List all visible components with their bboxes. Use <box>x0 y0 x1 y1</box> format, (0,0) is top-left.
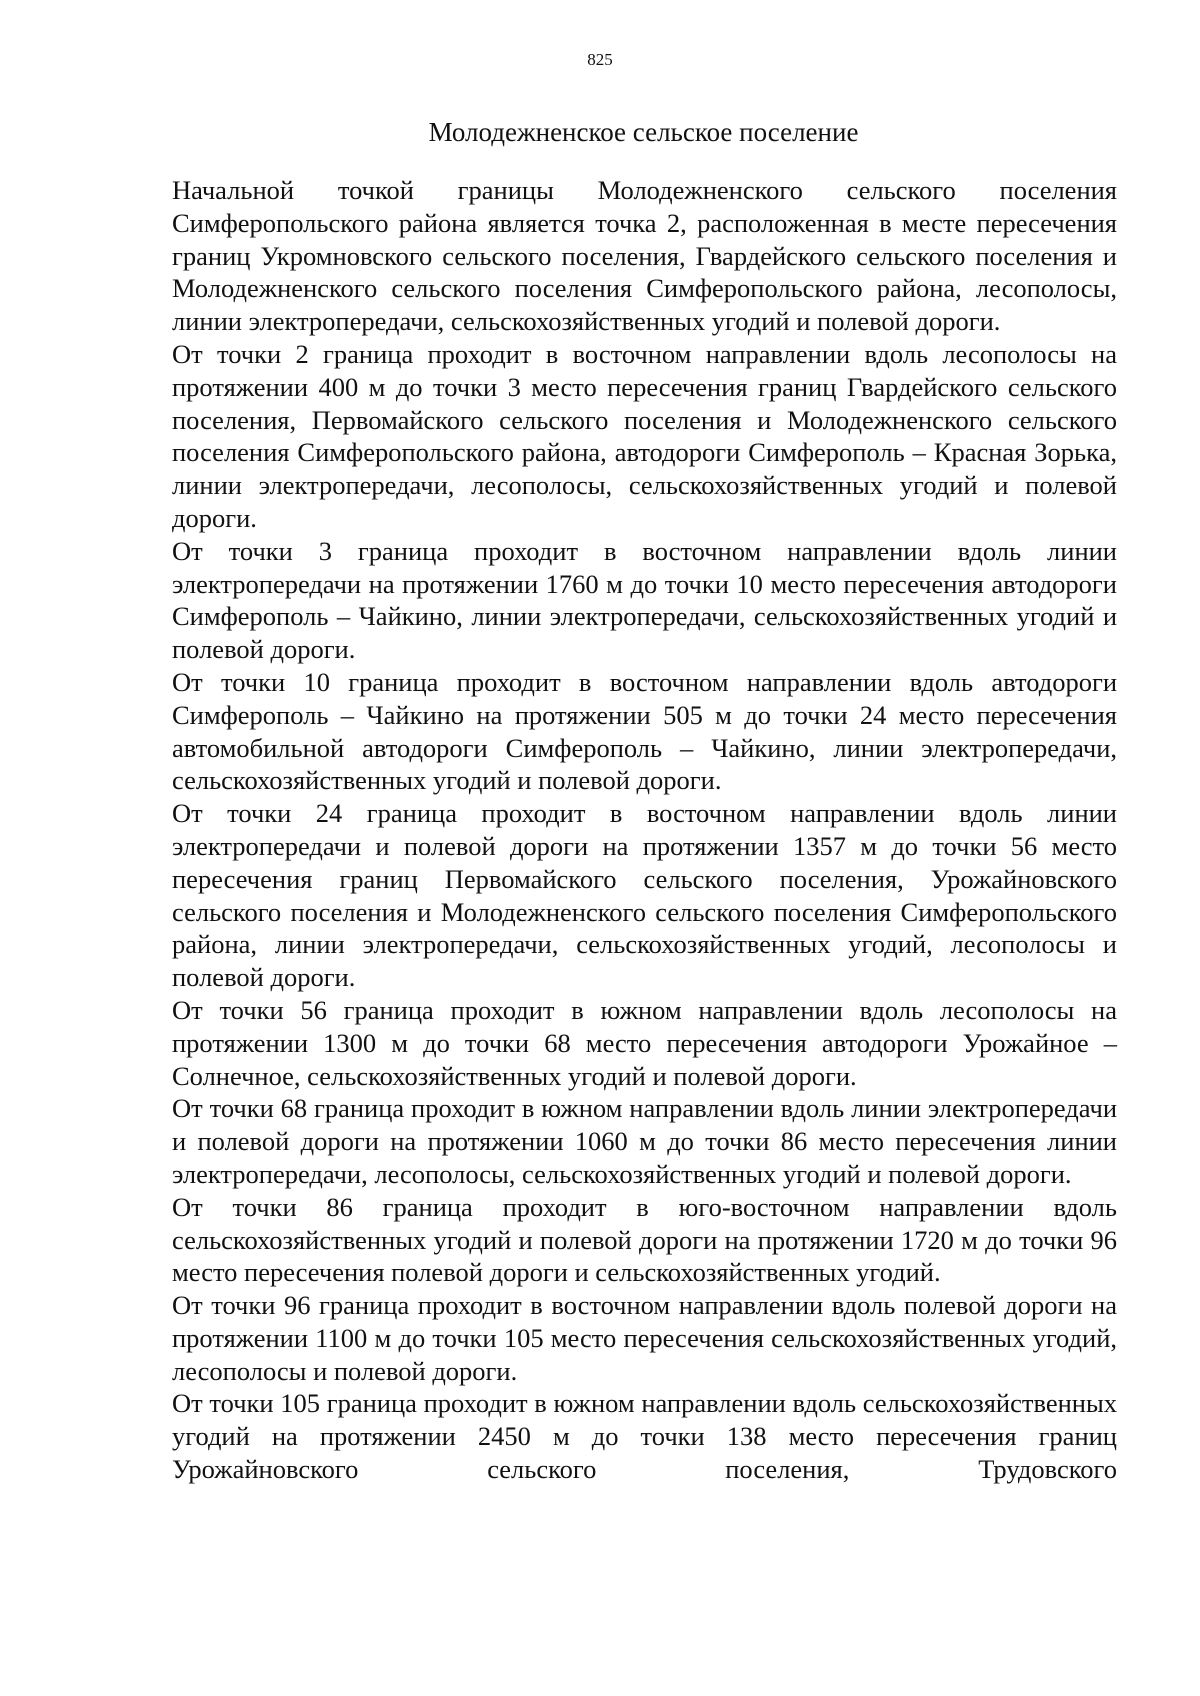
paragraph: От точки 96 граница проходит в восточном направлении вдоль полевой дороги на протяжении 1100 м до точки 105 место пересечения сельскохозяйственных угодий, лесополосы и полевой дороги. <box>172 1290 1117 1386</box>
paragraph-last-partial: От точки 105 граница проходит в южном направлении вдоль сельскохозяйственных угодий на протяжении 2450 м до точки 138 место пересечения границ Урожайновского сельского поселения, Трудовского <box>172 1388 1117 1485</box>
paragraph: От точки 3 граница проходит в восточном направлении вдоль линии электропередачи на протяжении 1760 м до точки 10 место пересечения автодороги Симферополь – Чайкино, линии электропередачи, сельскохозяйственных угодий и полевой дороги. <box>172 535 1117 665</box>
paragraph: От точки 68 граница проходит в южном направлении вдоль линии электропередачи и полевой дороги на протяжении 1060 м до точки 86 место пересечения линии электропередачи, лесополосы, сельскохозяйственных угодий и полевой дороги. <box>172 1093 1117 1189</box>
paragraph: От точки 2 граница проходит в восточном направлении вдоль лесополосы на протяжении 400 м до точки 3 место пересечения границ Гвардейского сельского поселения, Первомайского сельского поселения и Молодежненского сельского поселения Симферопольского района, автодороги Симферополь – Красная Зорька, линии электропередачи, лесополосы, сельскохозяйственных угодий и полевой дороги. <box>172 338 1117 533</box>
document-body <box>172 174 1117 1486</box>
paragraph: Начальной точкой границы Молодежненского сельского поселения Симферопольского района является точка 2, расположенная в месте пересечения границ Укромновского сельского поселения, Гвардейского сельского поселения и Молодежненского сельского поселения Симферопольского района, лесополосы, линии электропередачи, сельскохозяйственных угодий и полевой дороги. <box>172 175 1117 337</box>
paragraph: От точки 86 граница проходит в юго-восточном направлении вдоль сельскохозяйственных угодий и полевой дороги на протяжении 1720 м до точки 96 место пересечения полевой дороги и сельскохозяйственных угодий. <box>172 1191 1117 1288</box>
document-title: Молодежненское сельское поселение <box>428 117 859 147</box>
page-number: 825 <box>587 50 613 69</box>
paragraph: От точки 10 граница проходит в восточном направлении вдоль автодороги Симферополь – Чайкино на протяжении 505 м до точки 24 место пересечения автомобильной автодороги Симферополь – Чайкино, линии электропередачи, сельскохозяйственных угодий и полевой дороги. <box>172 666 1117 796</box>
paragraph: От точки 56 граница проходит в южном направлении вдоль лесополосы на протяжении 1300 м до точки 68 место пересечения автодороги Урожайное – Солнечное, сельскохозяйственных угодий и полевой дороги. <box>172 994 1117 1091</box>
paragraph: От точки 24 граница проходит в восточном направлении вдоль линии электропередачи и полевой дороги на протяжении 1357 м до точки 56 место пересечения границ Первомайского сельского поселения, Урожайновского сельского поселения и Молодежненского сельского поселения Симферопольского района, линии электропередачи, сельскохозяйственных угодий, лесополосы и полевой дороги. <box>172 798 1117 993</box>
